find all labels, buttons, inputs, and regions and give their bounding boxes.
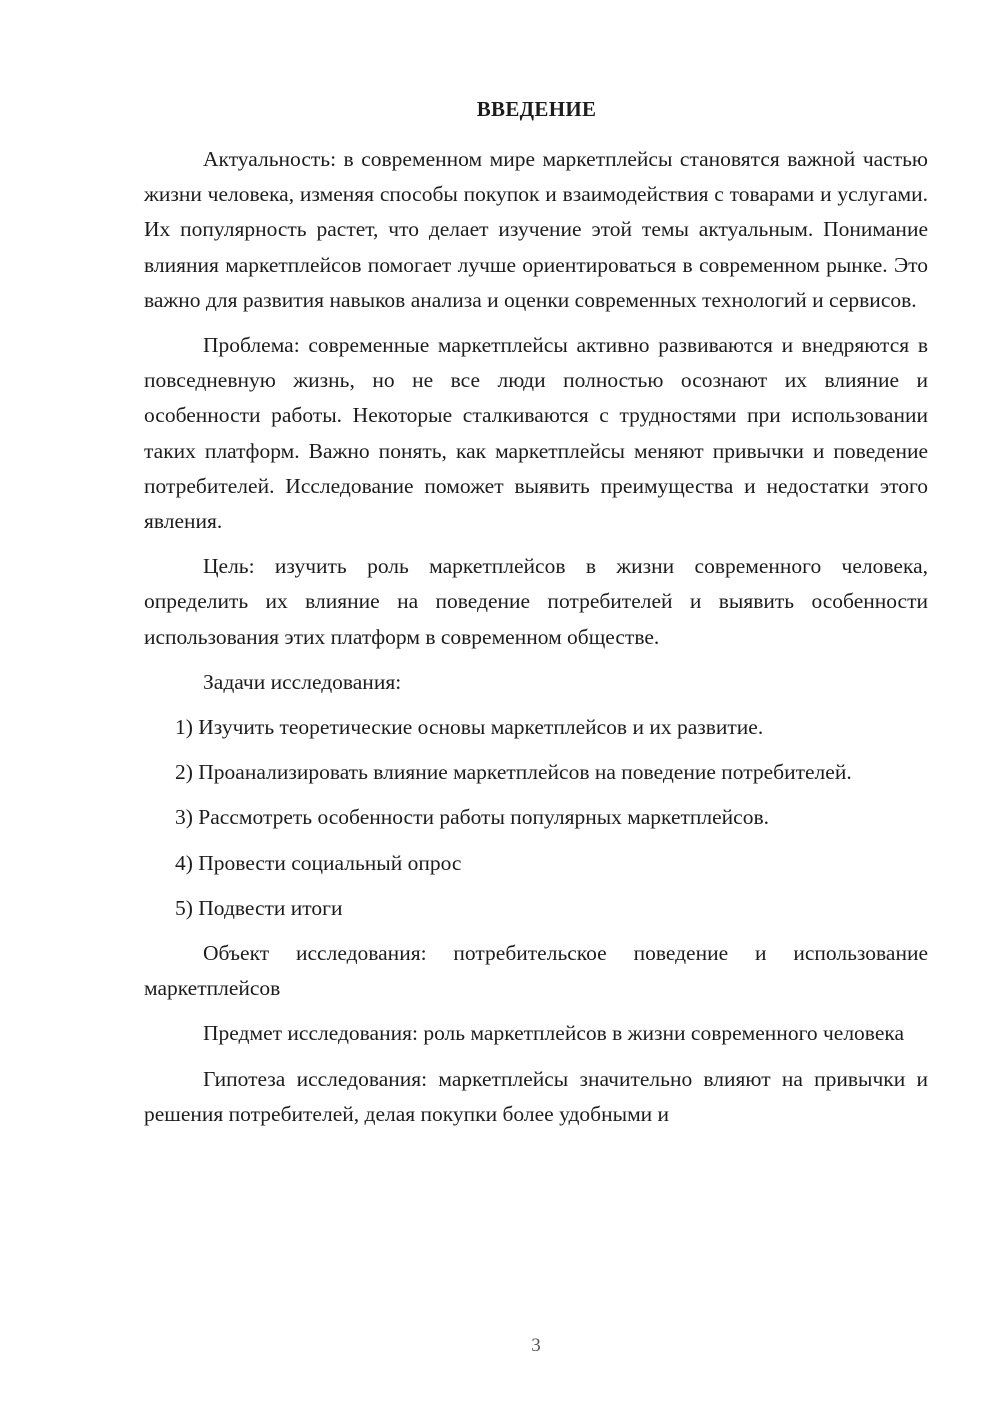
relevance-paragraph: Актуальность: в современном мире маркетплейсы становятся важной частью жизни человека, изменяя способы покупок и взаимодействия с товарами и услугами. Их популярность растет, что делает изучение этой темы актуальным. Понимание влияния маркетплейсов помогает лучше ориентироваться в современном рынке. Это важно для развития навыков анализа и оценки современных технологий и сервисов.: [144, 147, 928, 312]
subject-paragraph: Предмет исследования: роль маркетплейсов в жизни современного человека: [203, 1021, 905, 1046]
task-item-4: 4) Провести социальный опрос: [175, 850, 462, 875]
task-item-2: 2) Проанализировать влияние маркетплейсов на поведение потребителей.: [175, 760, 852, 785]
task-item-1: 1) Изучить теоретические основы маркетплейсов и их развитие.: [175, 715, 764, 740]
goal-paragraph: Цель: изучить роль маркетплейсов в жизни современного человека, определить их влияние на поведение потребителей и выявить особенности использования этих платформ в современном обществе.: [144, 554, 928, 649]
page-number: 3: [531, 1335, 541, 1356]
object-paragraph: Объект исследования: потребительское поведение и использование маркетплейсов: [144, 941, 928, 1001]
document-body: [144, 142, 928, 1132]
task-item-3: 3) Рассмотреть особенности работы популярных маркетплейсов.: [175, 805, 769, 830]
problem-paragraph: Проблема: современные маркетплейсы активно развиваются и внедряются в повседневную жизнь, но не все люди полностью осознают их влияние и особенности работы. Некоторые сталкиваются с трудностями при использовании таких платформ. Важно понять, как маркетплейсы меняют привычки и поведение потребителей. Исследование поможет выявить преимущества и недостатки этого явления.: [144, 333, 928, 534]
tasks-heading: Задачи исследования:: [203, 669, 402, 694]
task-item-5: 5) Подвести итоги: [175, 895, 343, 920]
hypothesis-paragraph: Гипотеза исследования: маркетплейсы значительно влияют на привычки и решения потребителей, делая покупки более удобными и: [144, 1066, 928, 1126]
page-title: ВВЕДЕНИЕ: [476, 97, 597, 121]
